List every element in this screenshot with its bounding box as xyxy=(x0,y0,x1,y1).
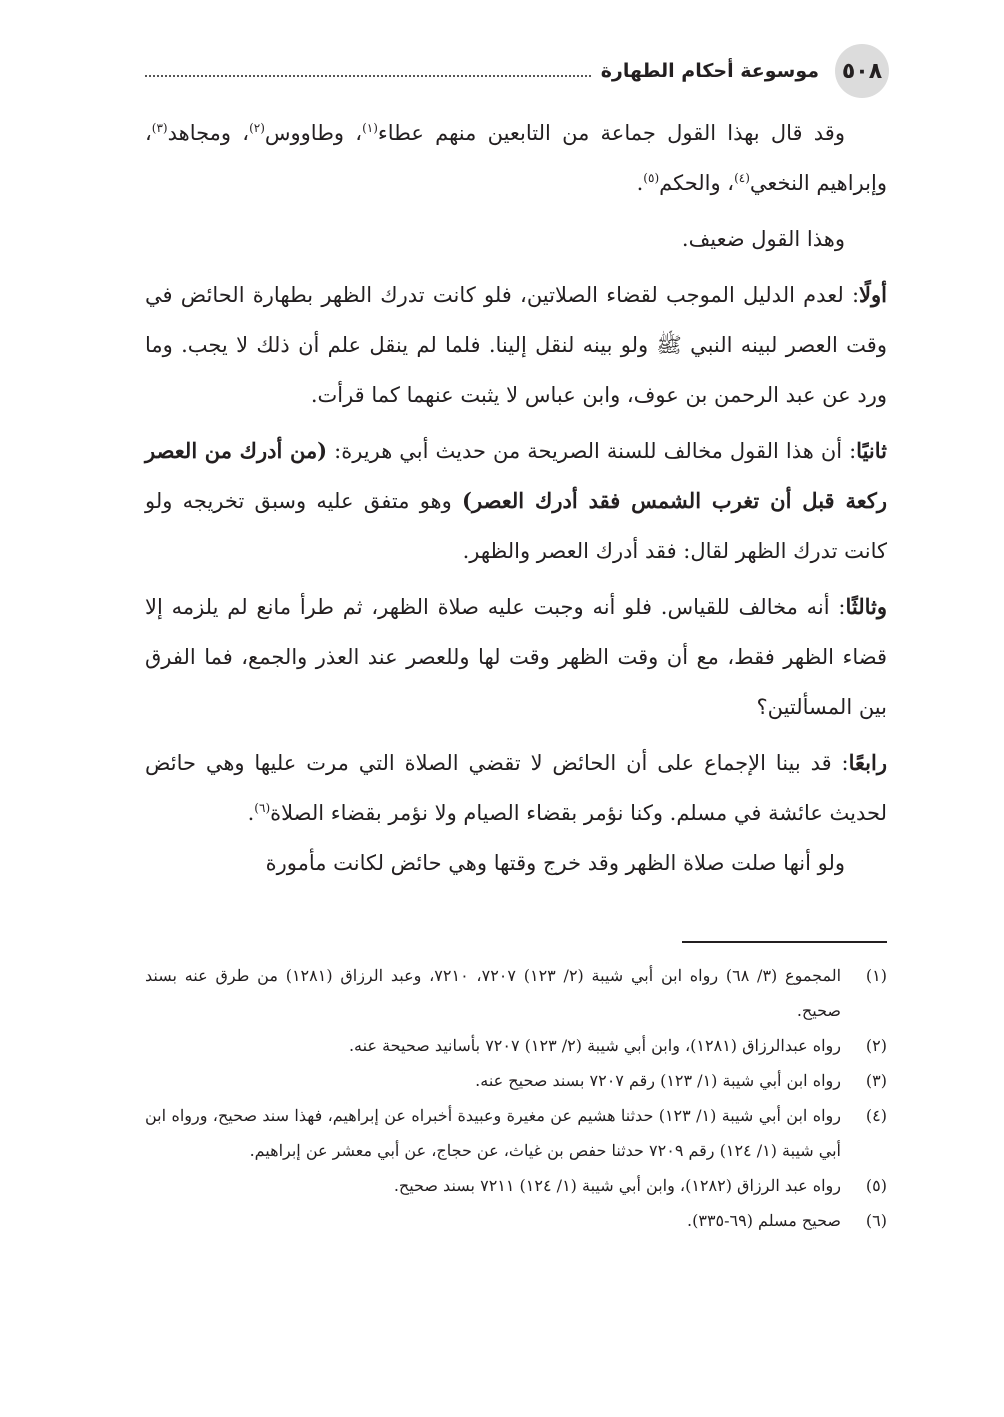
page-number-badge xyxy=(835,44,889,98)
paragraph-third xyxy=(145,582,887,732)
text-run: . xyxy=(247,801,255,825)
footnote-ref[interactable]: (١) xyxy=(362,121,378,135)
footnote-text: رواه عبد الرزاق (١٢٨٢)، وابن أبي شيبة (١/ ١٢٤) ٧٢١١ بسند صحيح. xyxy=(393,1176,841,1195)
text-run: وهو متفق عليه وسبق تخريجه ولو كانت تدرك الظهر لقال: فقد أدرك العصر والظهر. xyxy=(145,489,887,563)
paragraph-second xyxy=(145,426,887,576)
footnote-text: رواه ابن أبي شيبة (١/ ١٢٣) حدثنا هشيم عن مغيرة وعبيدة أخبراه عن إبراهيم، فهذا سند صحيح، ورواه ابن أبي شيبة (١/ ١٢٤) رقم ٧٢٠٩ حدثنا حفص بن غياث، عن حجاج، عن أبي معشر عن إبراهيم. xyxy=(145,1106,842,1160)
header-dotted-leader xyxy=(145,75,591,77)
footnote-text: صحيح مسلم (٦٩-٣٣٥). xyxy=(687,1211,841,1230)
footnote-ref[interactable]: (٣) xyxy=(151,121,168,135)
footnote-number: (٦) xyxy=(865,1211,887,1230)
footnote-number: (٣) xyxy=(865,1071,887,1090)
main-text xyxy=(145,108,887,894)
paragraph-first xyxy=(145,270,887,420)
footnote-text: رواه ابن أبي شيبة (١/ ١٢٣) رقم ٧٢٠٧ بسند صحيح عنه. xyxy=(475,1071,841,1090)
text-run: وقد قال بهذا القول جماعة من التابعين منهم عطاء xyxy=(377,121,845,145)
text-run: : أنه مخالف للقياس. فلو أنه وجبت عليه صلاة الظهر، ثم طرأ مانع لم يلزمه إلا قضاء الظهر فقط، مع أن وقت الظهر وقت لها وللعصر عند العذر والجمع، فما الفرق بين المسألتين؟ xyxy=(145,595,887,719)
page-number: ٥٠٨ xyxy=(841,58,883,84)
text-run: : قد بينا الإجماع على أن الحائض لا تقضي الصلاة التي مرت عليها وهي حائض لحديث عائشة في مسلم. وكنا نؤمر بقضاء الصيام ولا نؤمر بقضاء الصلاة xyxy=(145,751,887,825)
footnote xyxy=(145,1168,887,1203)
footnote-number: (١) xyxy=(865,966,887,985)
text-run: ، والحكم xyxy=(659,171,735,195)
running-title: موسوعة أحكام الطهارة xyxy=(600,60,819,82)
footnote-ref[interactable]: (٥) xyxy=(643,171,660,185)
footnotes xyxy=(145,958,887,1238)
paragraph-continued: ولو أنها صلت صلاة الظهر وقد خرج وقتها وهي حائض لكانت مأمورة xyxy=(265,851,845,875)
running-header xyxy=(145,56,829,86)
hadith-quote: (من أدرك من العصر ركعة قبل أن تغرب الشمس فقد أدرك العصر) xyxy=(145,438,887,513)
footnote-ref[interactable]: (٢) xyxy=(249,121,265,135)
point-label: ثانيًا xyxy=(856,438,887,463)
footnote-number: (٢) xyxy=(865,1036,887,1055)
point-label: وثالثًا xyxy=(845,594,887,619)
text-run: . xyxy=(636,171,644,195)
footnote-ref[interactable]: (٦) xyxy=(254,801,271,815)
paragraph-fourth xyxy=(145,738,887,838)
paragraph: وهذا القول ضعيف. xyxy=(681,227,845,251)
footnote xyxy=(145,1028,887,1063)
footnote-separator xyxy=(682,941,887,943)
text-run: ، ومجاهد xyxy=(167,121,250,145)
text-run: : أن هذا القول مخالف للسنة الصريحة من حديث أبي هريرة: xyxy=(327,439,857,463)
footnote-text: رواه عبدالرزاق (١٢٨١)، وابن أبي شيبة (٢/ ١٢٣) ٧٢٠٧ بأسانيد صحيحة عنه. xyxy=(348,1036,841,1055)
paragraph xyxy=(145,108,887,208)
footnote-number: (٥) xyxy=(865,1176,887,1195)
point-label: أولًا xyxy=(859,282,887,307)
footnote xyxy=(145,1063,887,1098)
footnote-text: المجموع (٣/ ٦٨) رواه ابن أبي شيبة (٢/ ١٢٣) ٧٢٠٧، ٧٢١٠، وعبد الرزاق (١٢٨١) من طرق عنه بسند صحيح. xyxy=(145,966,842,1020)
text-run: : لعدم الدليل الموجب لقضاء الصلاتين، فلو كانت تدرك الظهر بطهارة الحائض في وقت العصر لبينه النبي ﷺ ولو بينه لنقل إلينا. فلما لم ينقل علم أن ذلك لا يجب. وما ورد عن عبد الرحمن بن عوف، وابن عباس لا يثبت عنهما كما قرأت. xyxy=(145,283,887,407)
footnote xyxy=(145,1098,887,1168)
footnote xyxy=(145,958,887,1028)
footnote xyxy=(145,1203,887,1238)
footnote-ref[interactable]: (٤) xyxy=(734,171,750,185)
text-run: ، وطاووس xyxy=(264,121,363,145)
text-run: ، وإبراهيم النخعي xyxy=(145,121,887,195)
footnote-number: (٤) xyxy=(865,1106,887,1125)
point-label: رابعًا xyxy=(848,750,887,775)
